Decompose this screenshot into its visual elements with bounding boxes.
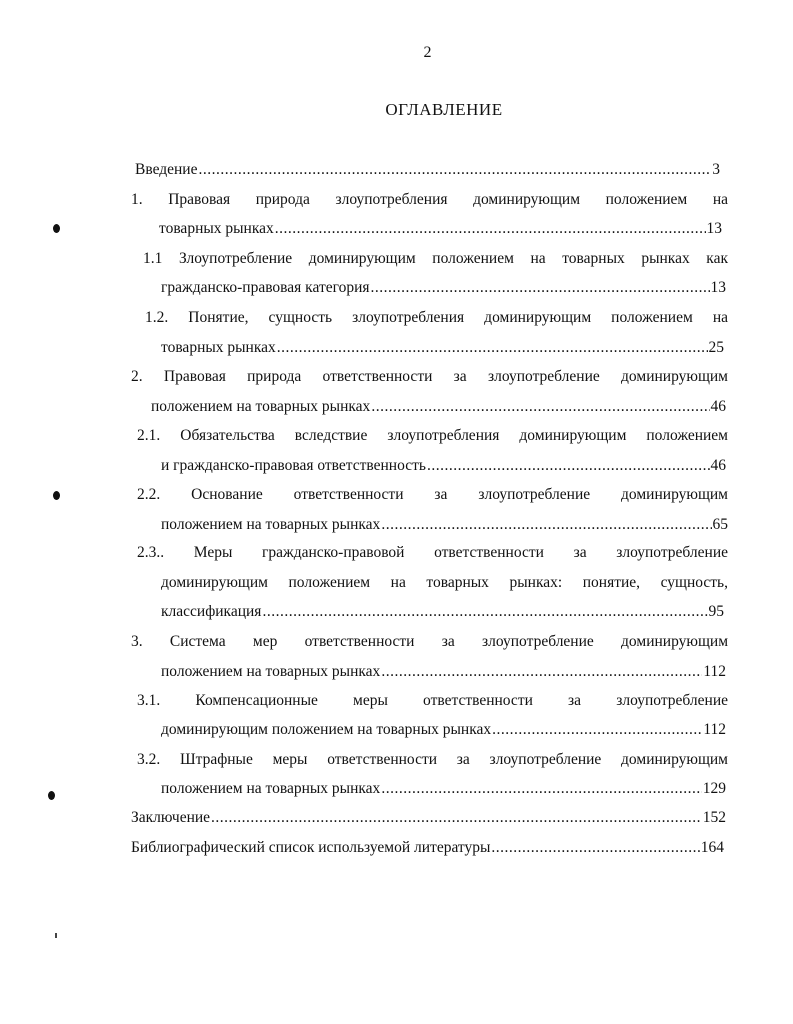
toc-entry-s1-1 <box>161 278 726 298</box>
toc-label: положением на товарных рынках <box>161 516 381 533</box>
toc-entry-s2-3-line1: 2.3.. Меры гражданско-правовой ответственности за злоупотребление <box>137 544 728 561</box>
punch-hole-mark <box>48 791 55 800</box>
toc-leader-dots <box>381 662 702 682</box>
toc-entry-s2-3 <box>161 602 724 622</box>
toc-label: Введение <box>135 161 198 178</box>
page-title: ОГЛАВЛЕНИЕ <box>385 100 503 119</box>
toc-label: доминирующим положением на товарных рынках <box>161 721 492 738</box>
toc-entry-ch3-line1: 3. Система мер ответственности за злоупотребление доминирующим <box>131 633 728 650</box>
toc-label: положением на товарных рынках <box>161 780 381 797</box>
toc-entry-s2-3-line2: доминирующим положением на товарных рынках: понятие, сущность, <box>161 574 728 591</box>
toc-entry-ch1 <box>159 219 722 239</box>
toc-leader-dots <box>371 278 710 298</box>
toc-label: Библиографический список используемой литературы <box>131 839 491 856</box>
toc-entry-s1-1-line1: 1.1 Злоупотребление доминирующим положением на товарных рынках как <box>143 250 728 267</box>
toc-label: Заключение <box>131 809 211 826</box>
toc-entry-ch1-line1: 1. Правовая природа злоупотребления доминирующим положением на <box>131 191 728 208</box>
toc-page: 152 <box>702 809 726 826</box>
toc-page: 13 <box>706 220 722 237</box>
toc-label: положением на товарных рынках <box>161 663 381 680</box>
toc-label: классификация <box>161 603 262 620</box>
toc-leader-dots <box>275 219 706 239</box>
toc-entry-s2-1-line1: 2.1. Обязательства вследствие злоупотребления доминирующим положением <box>137 427 728 444</box>
toc-entry-ch2-line1: 2. Правовая природа ответственности за злоупотребление доминирующим <box>131 368 728 385</box>
toc-leader-dots <box>277 338 708 358</box>
toc-entry-s3-1 <box>161 720 726 740</box>
toc-entry-s2-2 <box>161 515 728 535</box>
punch-hole-mark <box>53 224 60 233</box>
toc-leader-dots <box>198 160 711 180</box>
toc-entry-s3-2-line1: 3.2. Штрафные меры ответственности за злоупотребление доминирующим <box>137 751 728 768</box>
toc-page: 95 <box>708 603 724 620</box>
toc-label: и гражданско-правовая ответственность <box>161 457 426 474</box>
toc-page: 46 <box>710 457 726 474</box>
toc-page: 46 <box>710 398 726 415</box>
toc-page: 25 <box>708 339 724 356</box>
toc-entry-bibliography <box>131 838 724 858</box>
toc-page: 13 <box>710 279 726 296</box>
toc-page: 3 <box>712 161 720 178</box>
toc-leader-dots <box>211 808 702 828</box>
toc-leader-dots <box>371 397 709 417</box>
toc-entry-ch3 <box>161 662 726 682</box>
toc-leader-dots <box>427 456 710 476</box>
scan-mark <box>55 933 57 938</box>
toc-label: товарных рынках <box>161 339 276 356</box>
toc-leader-dots <box>262 602 707 622</box>
toc-entry-s2-2-line1: 2.2. Основание ответственности за злоупотребление доминирующим <box>137 486 728 503</box>
toc-leader-dots <box>381 779 701 799</box>
toc-leader-dots <box>492 720 702 740</box>
toc-page: 112 <box>703 721 726 738</box>
toc-page: 112 <box>703 663 726 680</box>
toc-label: положением на товарных рынках <box>151 398 371 415</box>
toc-entry-intro <box>135 160 720 180</box>
toc-label: товарных рынках <box>159 220 274 237</box>
punch-hole-mark <box>53 491 60 500</box>
toc-entry-s3-1-line1: 3.1. Компенсационные меры ответственности за злоупотребление <box>137 692 728 709</box>
toc-entry-s2-1 <box>161 456 726 476</box>
toc-entry-s1-2-line1: 1.2. Понятие, сущность злоупотребления доминирующим положением на <box>145 309 728 326</box>
page-number: 2 <box>423 44 432 61</box>
toc-entry-ch2 <box>151 397 726 417</box>
toc-leader-dots <box>491 838 699 858</box>
toc-entry-conclusion <box>131 808 726 828</box>
toc-leader-dots <box>381 515 711 535</box>
toc-label: гражданско-правовая категория <box>161 279 370 296</box>
toc-page: 65 <box>712 516 728 533</box>
toc-page: 129 <box>702 780 726 797</box>
toc-entry-s1-2 <box>161 338 724 358</box>
toc-page: 164 <box>700 839 724 856</box>
toc-entry-s3-2 <box>161 779 726 799</box>
